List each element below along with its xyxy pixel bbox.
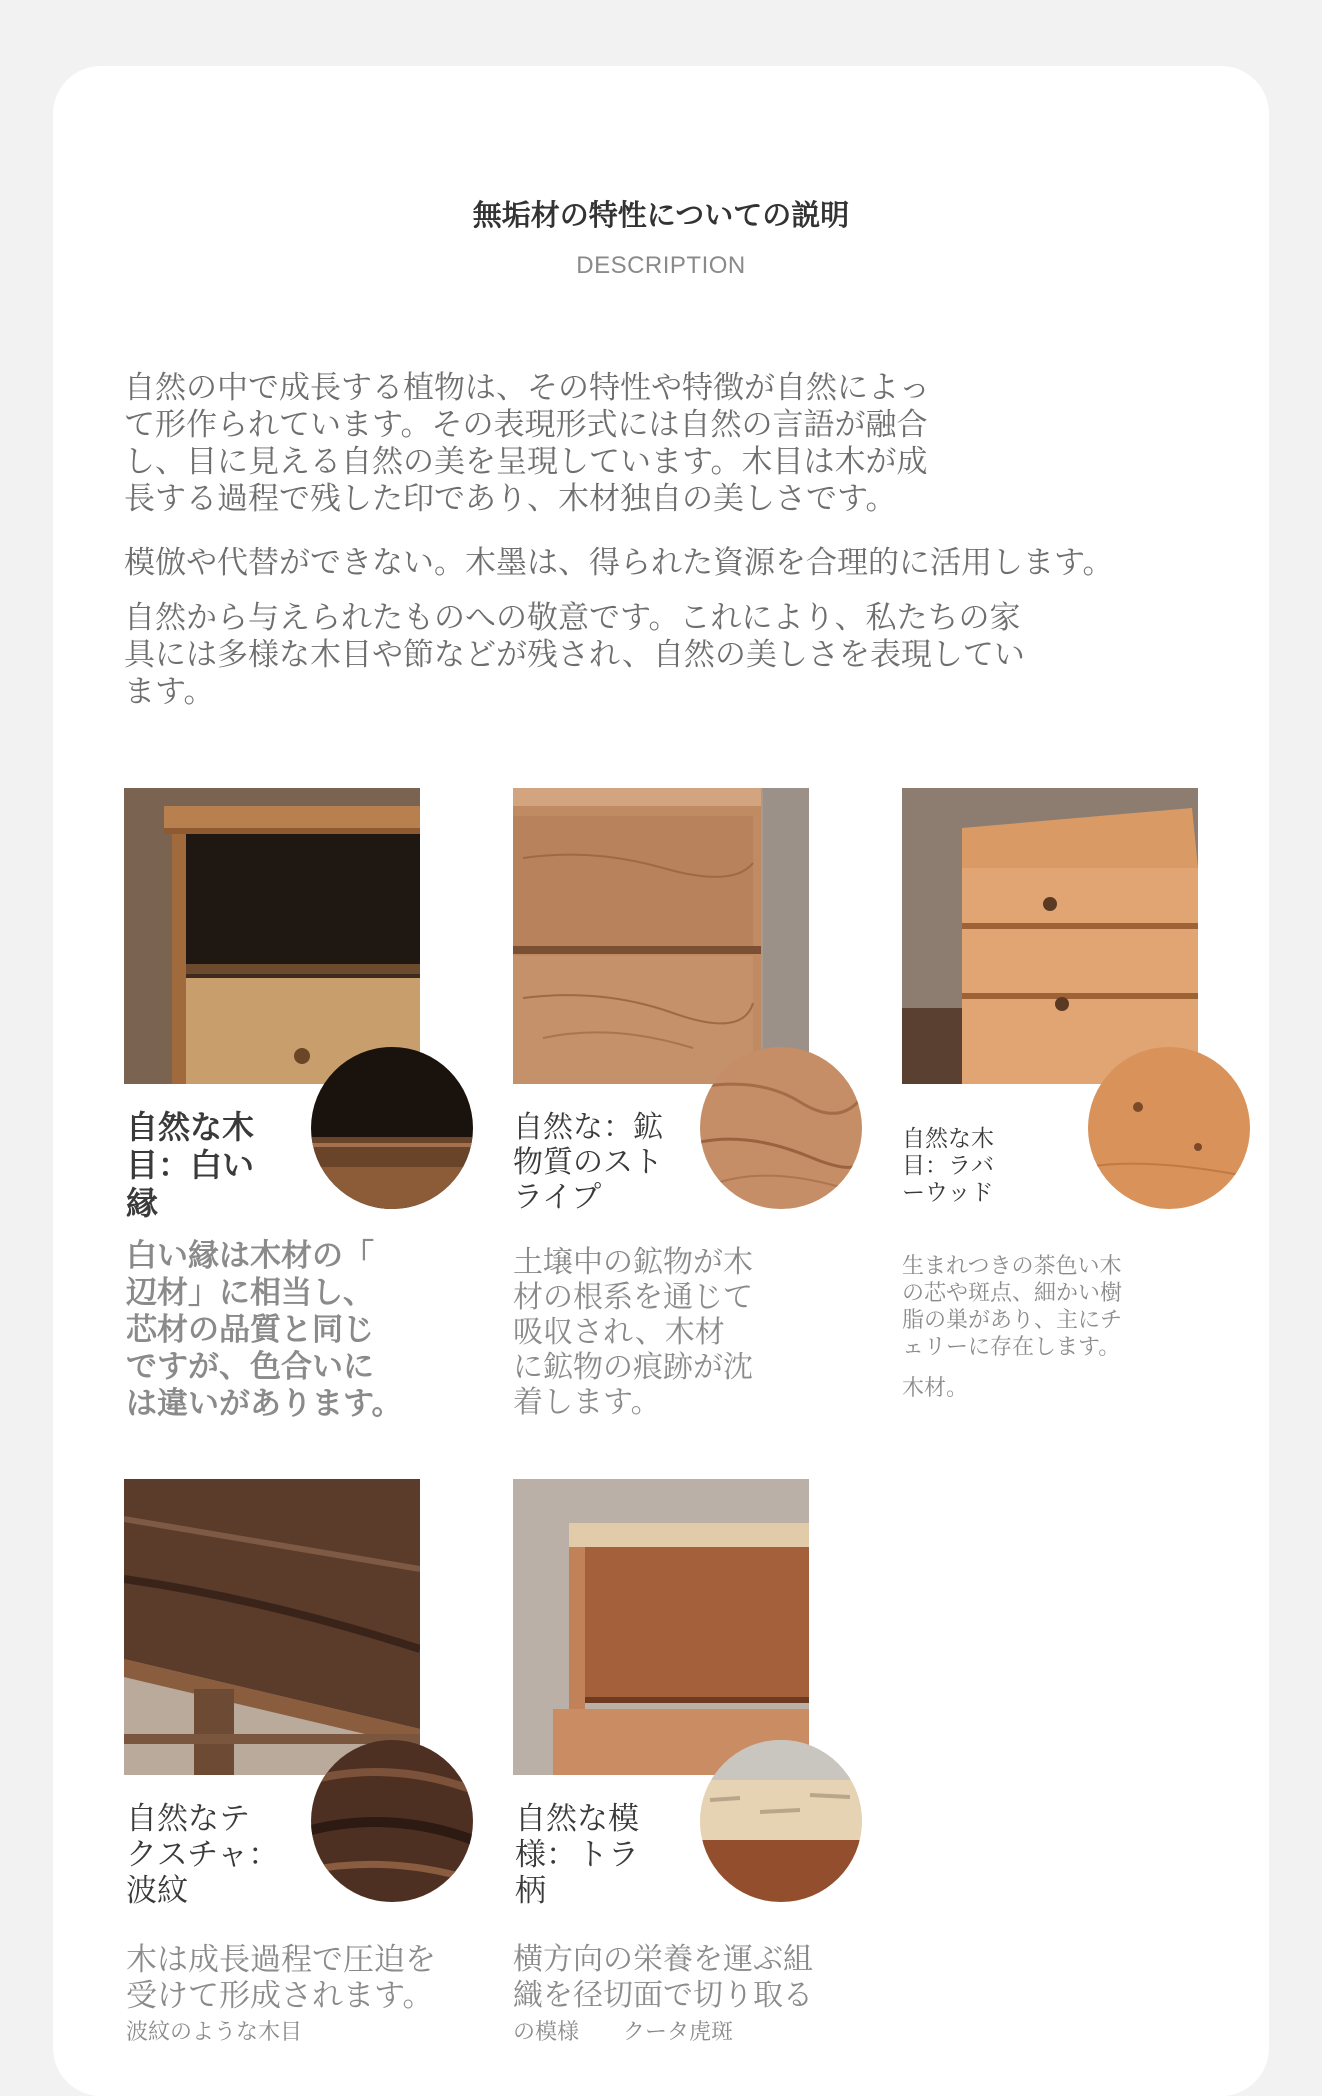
item-desc-mineral-stripe: 土壌中の鉱物が木 材の根系を通じて 吸収され、木材 に鉱物の痕跡が沈 着します。	[513, 1245, 753, 1420]
mineral-stripe-closeup-circle	[700, 1047, 862, 1209]
intro-paragraph-3: 自然から与えられたものへの敬意です。これにより、私たちの家 具には多様な木目や節などが残され、自然の美しさを表現してい ます。	[124, 600, 1025, 710]
item-label-tiger-stripe: 自然な模 様：トラ 柄	[515, 1801, 639, 1909]
item-label-ripple-texture: 自然なテ クスチャ： 波紋	[126, 1801, 280, 1909]
rubberwood-closeup-circle	[1088, 1047, 1250, 1209]
intro-paragraph-2: 模倣や代替ができない。木墨は、得られた資源を合理的に活用します。	[124, 545, 1114, 581]
ripple-texture-table-photo	[124, 1479, 420, 1775]
rubberwood-drawers-photo	[902, 788, 1198, 1084]
intro-paragraph-1: 自然の中で成長する植物は、その特性や特徴が自然によっ て形作られています。その表現形式には自然の言語が融合 し、目に見える自然の美を呈現しています。木目は木が成 長する過程で残した印であり、木材独自の美しさです。	[124, 370, 930, 517]
item-label-rubberwood: 自然な木 目：ラバ ーウッド	[902, 1126, 994, 1206]
mineral-stripe-drawers-photo	[513, 788, 809, 1084]
item-desc-tiger-stripe: 横方向の栄養を運ぶ組 織を径切面で切り取る の模様 クータ虎斑	[513, 1942, 813, 2045]
item-label-mineral-stripe: 自然な：鉱 物質のスト ライプ	[513, 1110, 663, 1215]
item-desc-ripple-texture: 木は成長過程で圧迫を 受けて形成されます。 波紋のような木目	[126, 1942, 436, 2045]
page-title: 無垢材の特性についての説明	[472, 198, 850, 232]
item-label-white-edge: 自然な木 目：白い 縁	[126, 1108, 255, 1222]
tiger-stripe-closeup-circle	[700, 1740, 862, 1902]
tiger-stripe-cabinet-photo	[513, 1479, 809, 1775]
white-edge-cabinet-photo	[124, 788, 420, 1084]
ripple-texture-closeup-circle	[311, 1740, 473, 1902]
item-desc-rubberwood: 生まれつきの茶色い木 の芯や斑点、細かい樹 脂の巣があり、主にチ ェリーに存在します。 木材。	[902, 1254, 1123, 1401]
page-subtitle: DESCRIPTION	[576, 252, 746, 279]
white-edge-closeup-circle	[311, 1047, 473, 1209]
item-desc-white-edge: 白い縁は木材の「 辺材」に相当し、 芯材の品質と同じ ですが、色合いに は違いがあります。	[126, 1238, 403, 1422]
